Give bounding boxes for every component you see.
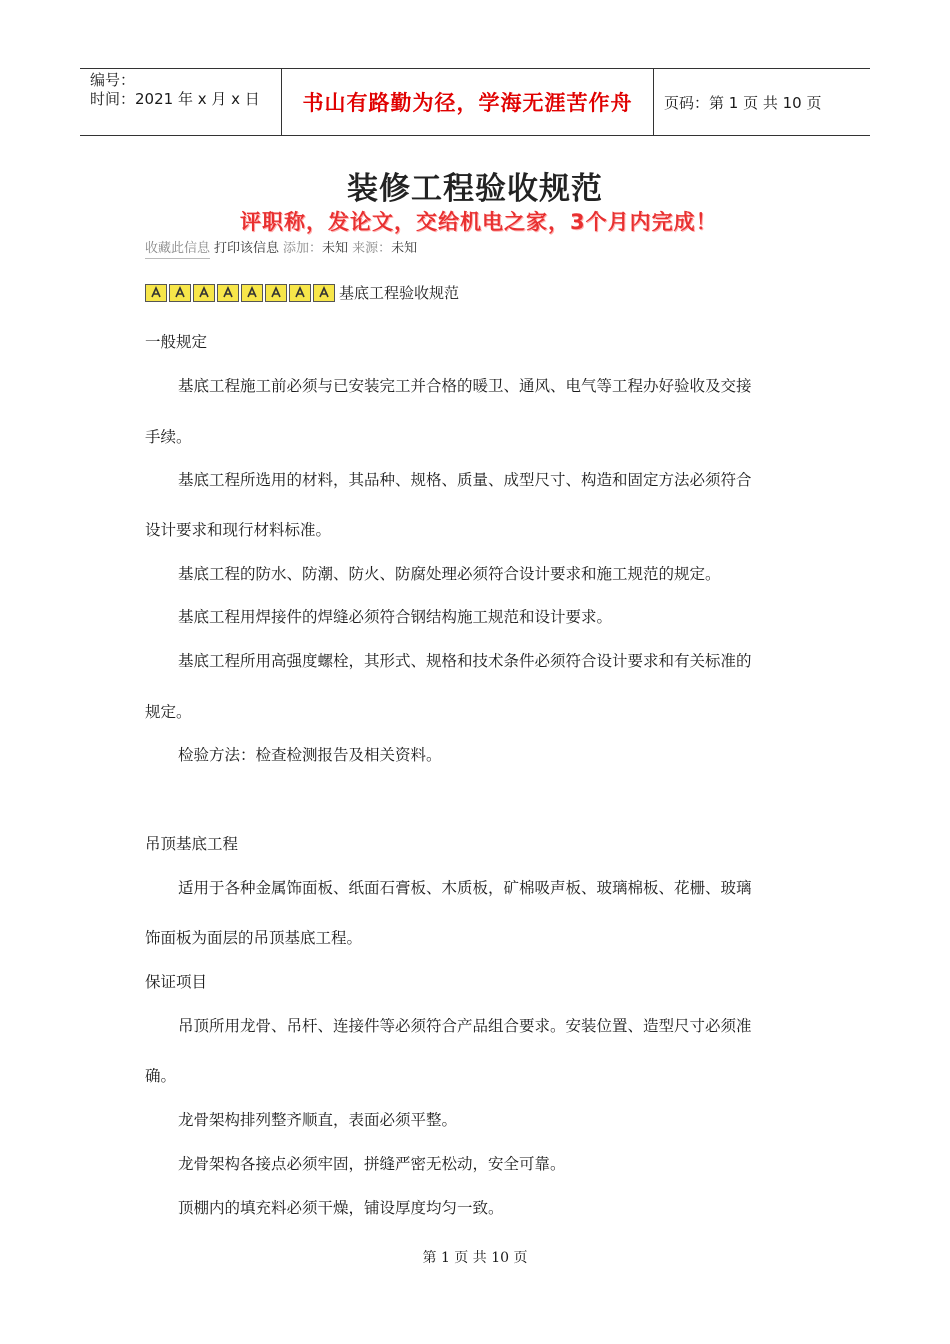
- heading-general: 一般规定: [145, 333, 208, 351]
- star-icon: [169, 284, 191, 302]
- paragraph: 龙骨架构排列整齐顺直，表面必须平整。: [178, 1111, 458, 1129]
- section-heading: [145, 282, 459, 303]
- paragraph-continuation: 确。: [145, 1067, 177, 1085]
- source-label: 来源：: [352, 241, 392, 256]
- print-link[interactable]: 打印该信息: [214, 241, 280, 256]
- star-icon: [217, 284, 239, 302]
- star-icon: [265, 284, 287, 302]
- page-info: 页码：第 1 页 共 10 页: [664, 93, 822, 112]
- source-value: 未知: [391, 241, 418, 256]
- star-icon: [193, 284, 215, 302]
- paragraph-continuation: 规定。: [145, 703, 192, 721]
- header-left-cell: [80, 69, 281, 135]
- star-icon: [145, 284, 167, 302]
- paragraph: 吊顶所用龙骨、吊杆、连接件等必须符合产品组合要求。安装位置、造型尺寸必须准: [178, 1017, 752, 1035]
- paragraph-continuation: 手续。: [145, 428, 192, 446]
- paragraph: 基底工程的防水、防潮、防火、防腐处理必须符合设计要求和施工规范的规定。: [178, 565, 721, 583]
- paragraph: 基底工程所用高强度螺栓，其形式、规格和技术条件必须符合设计要求和有关标准的: [178, 652, 752, 670]
- paragraph: 检验方法：检查检测报告及相关资料。: [178, 746, 442, 764]
- paragraph: 基底工程用焊接件的焊缝必须符合钢结构施工规范和设计要求。: [178, 608, 613, 626]
- star-icon: [289, 284, 311, 302]
- paragraph-continuation: 饰面板为面层的吊顶基底工程。: [145, 929, 363, 947]
- star-icon: [313, 284, 335, 302]
- paragraph: 顶棚内的填充料必须干燥，铺设厚度均匀一致。: [178, 1199, 504, 1217]
- paragraph: 适用于各种金属饰面板、纸面石膏板、木质板，矿棉吸声板、玻璃棉板、花栅、玻璃: [178, 879, 752, 897]
- promo-banner[interactable]: 评职称，发论文，交给机电之家，3个月内完成！: [240, 210, 718, 234]
- article-meta: [145, 237, 417, 259]
- favorite-link[interactable]: 收藏此信息: [145, 237, 210, 259]
- section-title: 基底工程验收规范: [339, 284, 460, 302]
- header-motto-cell: [281, 69, 654, 135]
- paragraph: 基底工程所选用的材料，其品种、规格、质量、成型尺寸、构造和固定方法必须符合: [178, 471, 752, 489]
- star-icon: [241, 284, 263, 302]
- paragraph: 基底工程施工前必须与已安装完工并合格的暖卫、通风、电气等工程办好验收及交接: [178, 377, 752, 395]
- number-label: 编号：: [90, 71, 136, 89]
- document-header: [80, 68, 870, 136]
- header-page-cell: [654, 69, 870, 135]
- page-footer: 第 1 页 共 10 页: [422, 1250, 528, 1266]
- heading-guarantee: 保证项目: [145, 973, 208, 991]
- motto-text: 书山有路勤为径，学海无涯苦作舟: [302, 91, 633, 115]
- paragraph-continuation: 设计要求和现行材料标准。: [145, 521, 332, 539]
- added-label: 添加：: [283, 241, 323, 256]
- paragraph: 龙骨架构各接点必须牢固，拼缝严密无松动，安全可靠。: [178, 1155, 566, 1173]
- page-title: 装修工程验收规范: [347, 171, 603, 207]
- time-label: 时间：2021 年 x 月 x 日: [90, 90, 260, 108]
- added-value: 未知: [322, 241, 349, 256]
- heading-ceiling: 吊顶基底工程: [145, 835, 239, 853]
